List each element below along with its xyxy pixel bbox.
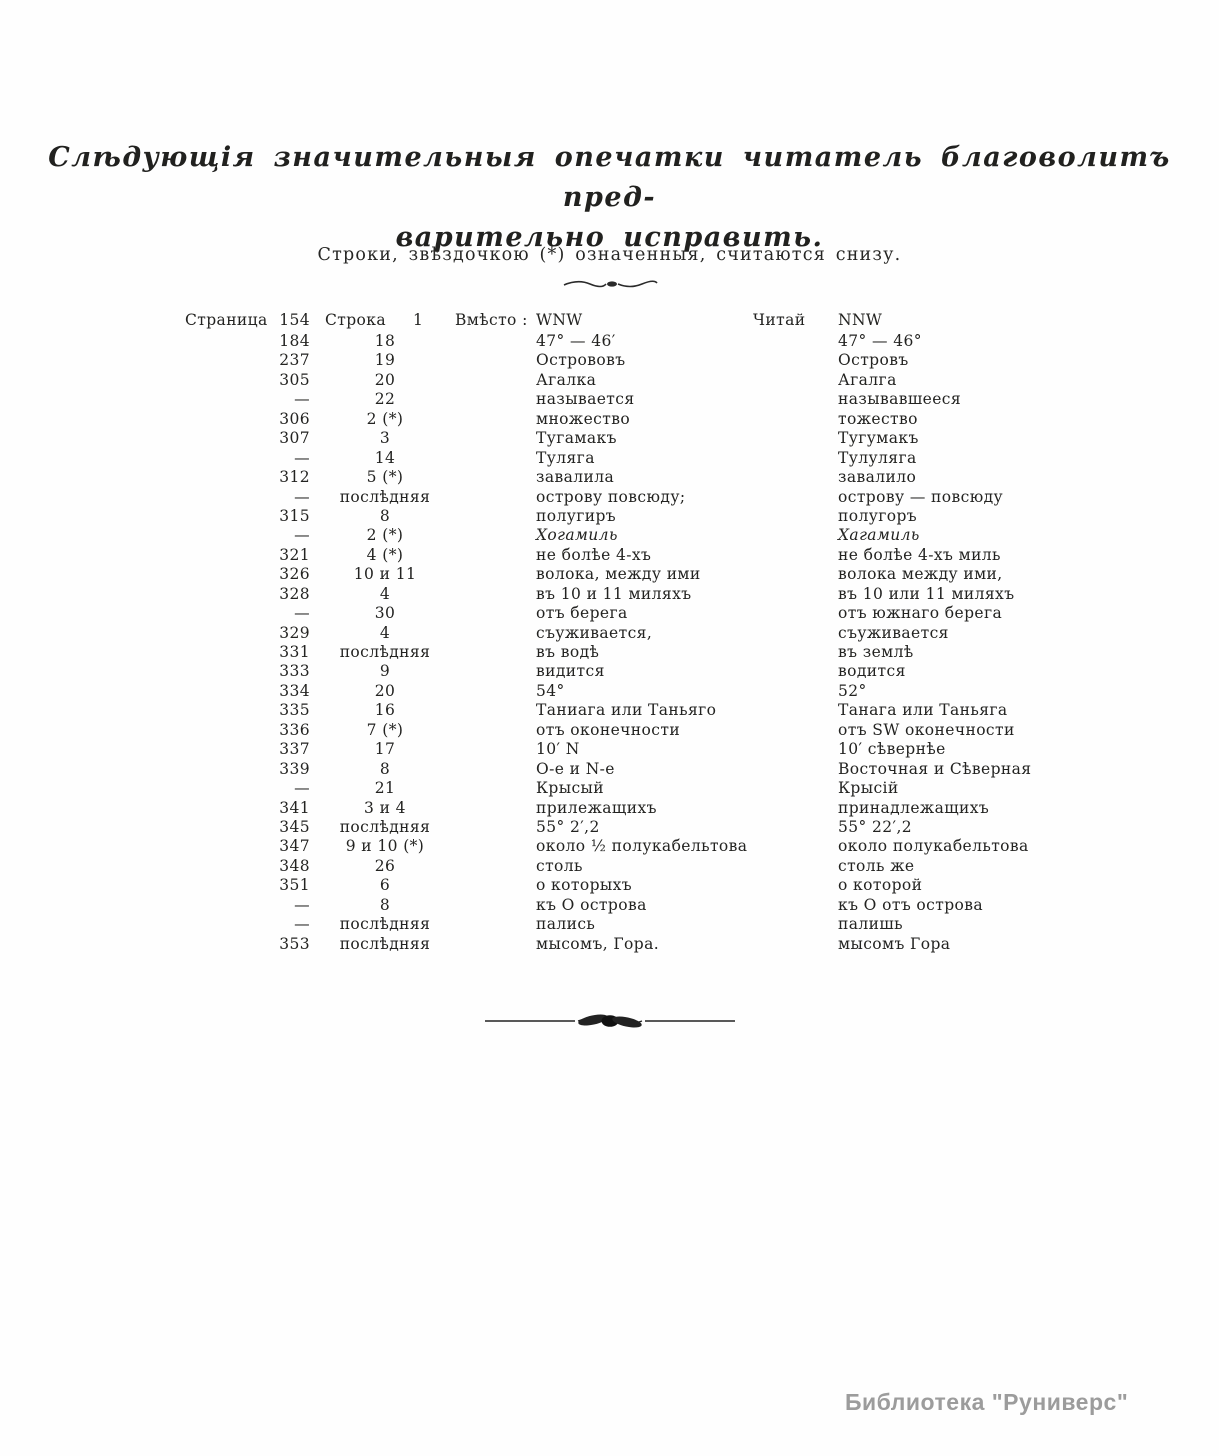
read-text-cell: о которой xyxy=(838,876,923,895)
instead-text-cell: не болѣе 4-хъ xyxy=(536,545,652,564)
read-text-cell: 55° 22′,2 xyxy=(838,817,913,836)
errata-row xyxy=(185,604,1135,623)
header-read-value: NNW xyxy=(838,311,883,329)
errata-table xyxy=(185,311,1135,954)
errata-header-row xyxy=(185,311,1135,332)
line-number-cell: 21 xyxy=(374,779,396,798)
errata-row xyxy=(185,662,1135,681)
errata-row xyxy=(185,468,1135,487)
read-text-cell: столь же xyxy=(838,856,915,875)
read-text-cell: отъ SW оконечности xyxy=(838,720,1015,739)
errata-row xyxy=(185,682,1135,701)
line-number-cell: 20 xyxy=(374,370,396,389)
page-number-cell: 321 xyxy=(279,545,310,564)
read-text-cell: въ 10 или 11 миляхъ xyxy=(838,584,1015,603)
instead-text-cell: завалила xyxy=(536,468,615,487)
errata-row xyxy=(185,624,1135,643)
errata-row xyxy=(185,721,1135,740)
errata-note: Строки, звѣздочкою (*) означенныя, считаются снизу. xyxy=(317,245,902,265)
errata-row xyxy=(185,915,1135,934)
read-text-cell: волока между ими, xyxy=(838,565,1003,584)
errata-row xyxy=(185,760,1135,779)
instead-text-cell: Таниага или Таньяго xyxy=(536,701,717,720)
instead-text-cell: 10′ N xyxy=(536,740,580,759)
page-number-cell: 353 xyxy=(279,934,310,953)
page-number-cell: 345 xyxy=(279,817,310,836)
instead-text-cell: мысомъ, Гора. xyxy=(536,934,660,953)
page-number-cell: 306 xyxy=(279,409,310,428)
line-number-cell: 26 xyxy=(374,856,396,875)
read-text-cell: Танага или Таньяга xyxy=(838,701,1008,720)
read-text-cell: Тулуляга xyxy=(838,448,917,467)
read-text-cell: не болѣе 4-хъ миль xyxy=(838,545,1001,564)
line-number-cell: послѣдняя xyxy=(339,643,431,661)
read-text-cell: завалило xyxy=(838,468,917,487)
read-text-cell: въ землѣ xyxy=(838,643,914,661)
column-header-page: Страница xyxy=(185,311,268,329)
page-number-cell: 341 xyxy=(279,798,310,817)
page-number-cell: 351 xyxy=(279,876,310,895)
page-number-cell: 237 xyxy=(279,351,310,370)
errata-row xyxy=(185,526,1135,545)
line-number-cell: 18 xyxy=(374,332,396,350)
errata-row xyxy=(185,410,1135,429)
page-number-cell: 307 xyxy=(279,429,310,448)
instead-text-cell: Хогамиль xyxy=(536,526,618,545)
column-header-read: Читай xyxy=(753,311,806,329)
read-text-cell: около полукабельтова xyxy=(838,837,1029,856)
page-number-cell: 335 xyxy=(279,701,310,720)
instead-text-cell: отъ оконечности xyxy=(536,720,681,739)
page-number-cell: 348 xyxy=(279,856,310,875)
errata-row xyxy=(185,643,1135,662)
instead-text-cell: О-е и N-е xyxy=(536,759,615,778)
page-number-cell: 336 xyxy=(279,720,310,739)
instead-text-cell: въ 10 и 11 миляхъ xyxy=(536,584,692,603)
line-number-cell: 3 xyxy=(379,429,391,448)
errata-row xyxy=(185,332,1135,351)
read-text-cell: 52° xyxy=(838,681,867,700)
column-header-instead: Вмѣсто : xyxy=(455,311,528,329)
instead-text-cell: множество xyxy=(536,409,631,428)
line-number-cell: 14 xyxy=(374,448,396,467)
line-number-cell: 2 (*) xyxy=(366,409,404,428)
read-text-cell: 10′ сѣвернѣе xyxy=(838,740,946,759)
instead-text-cell: пались xyxy=(536,915,596,934)
read-text-cell: называвшееся xyxy=(838,390,962,409)
instead-text-cell: 55° 2′,2 xyxy=(536,817,600,836)
page-number-cell: — xyxy=(294,526,310,545)
line-number-cell: 2 (*) xyxy=(366,526,404,545)
errata-row xyxy=(185,740,1135,759)
header-page-value: 154 xyxy=(279,311,310,329)
read-text-cell: Агалга xyxy=(838,370,897,389)
page-number-cell: — xyxy=(294,487,310,506)
read-text-cell: острову — повсюду xyxy=(838,487,1004,506)
instead-text-cell: Агалка xyxy=(536,370,597,389)
errata-row xyxy=(185,351,1135,370)
read-text-cell: 47° — 46° xyxy=(838,332,922,350)
instead-text-cell: къ О острова xyxy=(536,895,647,914)
page-number-cell: 326 xyxy=(279,565,310,584)
read-text-cell: палишь xyxy=(838,915,903,934)
read-text-cell: съуживается xyxy=(838,623,949,642)
page-number-cell: 339 xyxy=(279,759,310,778)
title-line-2: варительно исправить. xyxy=(395,222,824,253)
header-instead-value: WNW xyxy=(536,311,583,329)
instead-text-cell: полугиръ xyxy=(536,506,617,525)
instead-text-cell: съуживается, xyxy=(536,623,653,642)
instead-text-cell: видится xyxy=(536,662,605,681)
line-number-cell: послѣдняя xyxy=(339,915,431,934)
errata-row xyxy=(185,876,1135,895)
errata-row xyxy=(185,565,1135,584)
instead-text-cell: около ½ полукабельтова xyxy=(536,837,748,856)
instead-text-cell: Острововъ xyxy=(536,351,626,370)
instead-text-cell: Тугамакъ xyxy=(536,429,617,448)
page-number-cell: — xyxy=(294,895,310,914)
errata-row xyxy=(185,488,1135,507)
read-text-cell: Крысій xyxy=(838,779,899,798)
page-number-cell: 312 xyxy=(279,468,310,487)
page-number-cell: 184 xyxy=(279,332,310,350)
page-number-cell: — xyxy=(294,604,310,623)
line-number-cell: 4 (*) xyxy=(366,545,404,564)
errata-title xyxy=(0,138,1219,258)
read-text-cell: мысомъ Гора xyxy=(838,934,951,953)
instead-text-cell: столь xyxy=(536,856,583,875)
page-number-cell: 328 xyxy=(279,584,310,603)
page-number-cell: — xyxy=(294,915,310,934)
page-number-cell: 305 xyxy=(279,370,310,389)
read-text-cell: водится xyxy=(838,662,906,681)
instead-text-cell: прилежащихъ xyxy=(536,798,657,817)
errata-row xyxy=(185,935,1135,954)
read-text-cell: Восточная и Сѣверная xyxy=(838,759,1032,778)
read-text-cell: къ О отъ острова xyxy=(838,895,984,914)
line-number-cell: 19 xyxy=(374,351,396,370)
line-number-cell: 4 xyxy=(379,623,391,642)
page-number-cell: — xyxy=(294,390,310,409)
line-number-cell: 20 xyxy=(374,681,396,700)
errata-row xyxy=(185,896,1135,915)
read-text-cell: Островъ xyxy=(838,351,909,370)
errata-row xyxy=(185,371,1135,390)
page-number-cell: 334 xyxy=(279,681,310,700)
instead-text-cell: о которыхъ xyxy=(536,876,633,895)
line-number-cell: 16 xyxy=(374,701,396,720)
line-number-cell: 8 xyxy=(379,506,391,525)
leaf-divider-icon xyxy=(0,1010,1219,1036)
errata-row xyxy=(185,429,1135,448)
errata-row xyxy=(185,449,1135,468)
title-line-1: Слѣдующія значительныя опечатки читатель благоволитъ пред- xyxy=(48,142,1171,213)
page-number-cell: 331 xyxy=(279,643,310,661)
instead-text-cell: волока, между ими xyxy=(536,565,701,584)
line-number-cell: послѣдняя xyxy=(339,934,431,953)
page-number-cell: 329 xyxy=(279,623,310,642)
line-number-cell: 4 xyxy=(379,584,391,603)
instead-text-cell: отъ берега xyxy=(536,604,628,623)
errata-row xyxy=(185,837,1135,856)
instead-text-cell: называется xyxy=(536,390,635,409)
instead-text-cell: острову повсюду; xyxy=(536,487,686,506)
read-text-cell: отъ южнаго берега xyxy=(838,604,1003,623)
read-text-cell: Тугумакъ xyxy=(838,429,919,448)
line-number-cell: 8 xyxy=(379,759,391,778)
line-number-cell: 10 и 11 xyxy=(353,565,417,584)
line-number-cell: 9 и 10 (*) xyxy=(345,837,425,856)
instead-text-cell: 47° — 46′ xyxy=(536,332,616,350)
errata-row xyxy=(185,390,1135,409)
line-number-cell: 22 xyxy=(374,390,396,409)
page-number-cell: — xyxy=(294,779,310,798)
page-number-cell: 333 xyxy=(279,662,310,681)
errata-row xyxy=(185,779,1135,798)
read-text-cell: Хагамиль xyxy=(838,526,920,545)
line-number-cell: послѣдняя xyxy=(339,817,431,836)
read-text-cell: тожество xyxy=(838,409,918,428)
errata-row xyxy=(185,799,1135,818)
instead-text-cell: Туляга xyxy=(536,448,595,467)
line-number-cell: 30 xyxy=(374,604,396,623)
errata-row xyxy=(185,701,1135,720)
page-number-cell: 337 xyxy=(279,740,310,759)
errata-row xyxy=(185,818,1135,837)
errata-row xyxy=(185,507,1135,526)
errata-row xyxy=(185,585,1135,604)
instead-text-cell: 54° xyxy=(536,681,565,700)
page-number-cell: 315 xyxy=(279,506,310,525)
instead-text-cell: Крысый xyxy=(536,779,605,798)
line-number-cell: 6 xyxy=(379,876,391,895)
header-line-value: 1 xyxy=(413,311,424,329)
flourish-icon xyxy=(0,276,1219,295)
line-number-cell: 5 (*) xyxy=(366,468,404,487)
read-text-cell: принадлежащихъ xyxy=(838,798,990,817)
column-header-line: Строка xyxy=(325,311,387,329)
line-number-cell: 8 xyxy=(379,895,391,914)
library-watermark: Библиотека "Руниверс" xyxy=(845,1389,1129,1415)
line-number-cell: послѣдняя xyxy=(339,487,431,506)
instead-text-cell: въ водѣ xyxy=(536,643,600,661)
line-number-cell: 7 (*) xyxy=(366,720,404,739)
page-number-cell: — xyxy=(294,448,310,467)
page-number-cell: 347 xyxy=(279,837,310,856)
read-text-cell: полугоръ xyxy=(838,506,918,525)
errata-row xyxy=(185,857,1135,876)
line-number-cell: 9 xyxy=(379,662,391,681)
line-number-cell: 17 xyxy=(374,740,396,759)
errata-row xyxy=(185,546,1135,565)
line-number-cell: 3 и 4 xyxy=(364,798,406,817)
errata-rows xyxy=(185,332,1135,954)
